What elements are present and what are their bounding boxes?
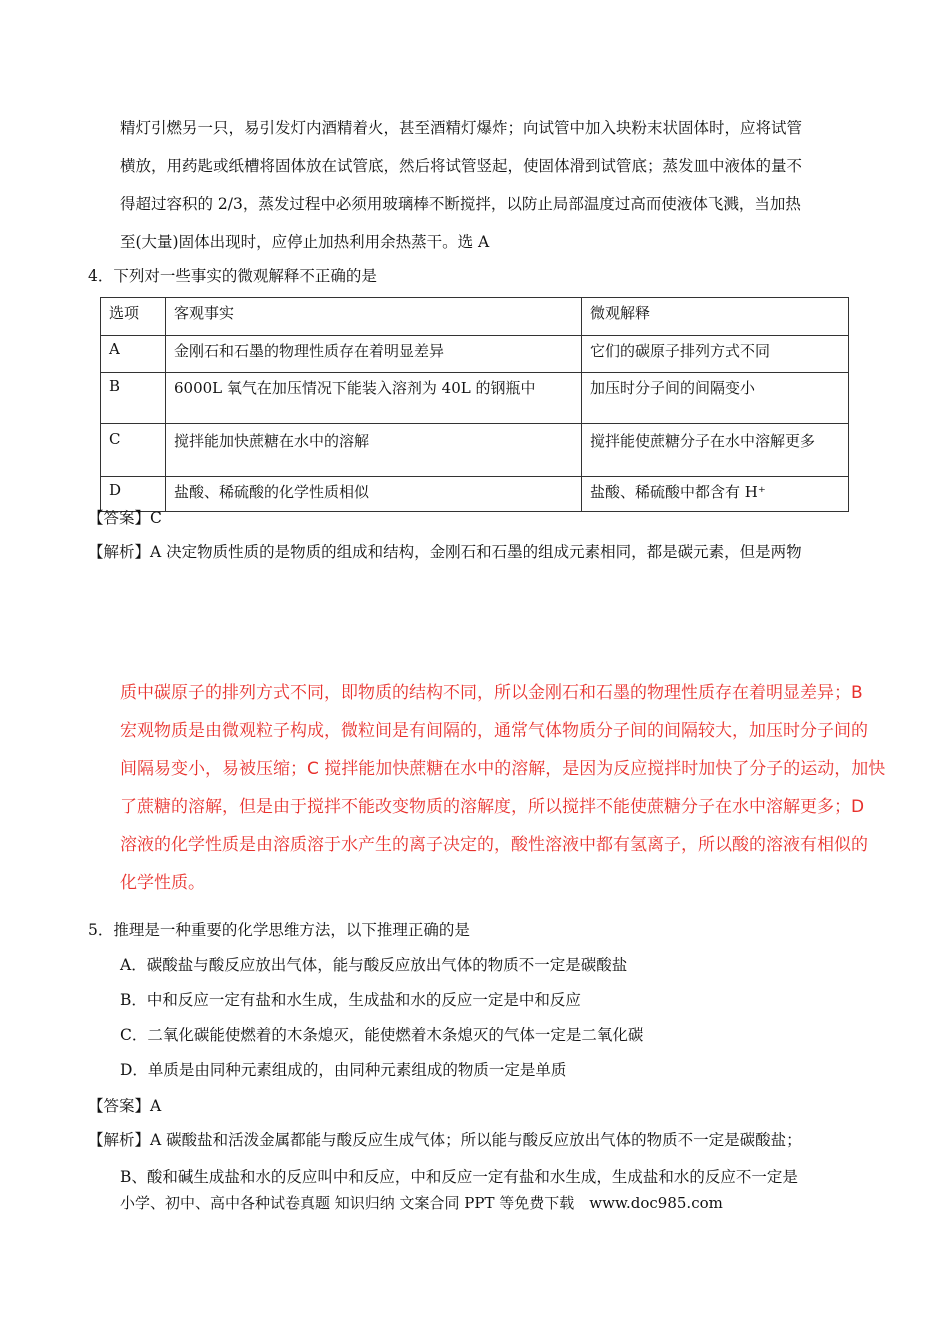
- q4-analysis-red-line: 间隔易变小，易被压缩；C 搅拌能加快蔗糖在水中的溶解，是因为反应搅拌时加快了分子的运动，加快: [120, 759, 886, 779]
- q4-table: [100, 297, 849, 512]
- q5-analysis-line: 【解析】A 碳酸盐和活泼金属都能与酸反应生成气体；所以能与酸反应放出气体的物质不一定是碳酸盐；: [88, 1131, 802, 1149]
- table-header-option: 选项: [101, 298, 166, 336]
- table-cell: 搅拌能加快蔗糖在水中的溶解: [166, 424, 582, 477]
- q5-option-a: A．碳酸盐与酸反应放出气体，能与酸反应放出气体的物质不一定是碳酸盐: [120, 956, 628, 974]
- table-row: [101, 477, 849, 512]
- table-cell: 加压时分子间的间隔变小: [582, 373, 849, 424]
- table-header-explanation: 微观解释: [582, 298, 849, 336]
- table-row: [101, 336, 849, 373]
- table-cell: 盐酸、稀硫酸中都含有 H⁺: [582, 477, 849, 512]
- q4-analysis-red-line: 溶液的化学性质是由溶质溶于水产生的离子决定的，酸性溶液中都有氢离子，所以酸的溶液有相似的: [120, 835, 868, 855]
- table-header-fact: 客观事实: [166, 298, 582, 336]
- q5-option-b: B．中和反应一定有盐和水生成，生成盐和水的反应一定是中和反应: [120, 991, 581, 1009]
- table-cell: 它们的碳原子排列方式不同: [582, 336, 849, 373]
- table-header-row: [101, 298, 849, 336]
- q5-stem: 5．推理是一种重要的化学思维方法，以下推理正确的是: [88, 921, 470, 939]
- q3-analysis-line: 精灯引燃另一只，易引发灯内酒精着火，甚至酒精灯爆炸；向试管中加入块粉末状固体时，应将试管: [120, 119, 803, 137]
- q4-analysis-red-line: 质中碳原子的排列方式不同，即物质的结构不同，所以金刚石和石墨的物理性质存在着明显差异；B: [120, 683, 863, 703]
- q4-answer: 【答案】C: [88, 509, 162, 527]
- table-cell: 金刚石和石墨的物理性质存在着明显差异: [166, 336, 582, 373]
- table-cell: B: [101, 373, 166, 424]
- table-cell: A: [101, 336, 166, 373]
- page-footer: 小学、初中、高中各种试卷真题 知识归纳 文案合同 PPT 等免费下载 www.doc985.com: [120, 1194, 723, 1212]
- q5-answer: 【答案】A: [88, 1097, 162, 1115]
- q4-analysis-red-line: 宏观物质是由微观粒子构成，微粒间是有间隔的，通常气体物质分子间的间隔较大，加压时分子间的: [120, 721, 868, 741]
- table-cell: 盐酸、稀硫酸的化学性质相似: [166, 477, 582, 512]
- q5-option-d: D．单质是由同种元素组成的，由同种元素组成的物质一定是单质: [120, 1061, 567, 1079]
- q5-analysis-line: B、酸和碱生成盐和水的反应叫中和反应，中和反应一定有盐和水生成，生成盐和水的反应不一定是: [120, 1168, 798, 1186]
- table-cell: 6000L 氧气在加压情况下能装入溶剂为 40L 的钢瓶中: [166, 373, 582, 424]
- table-row: [101, 373, 849, 424]
- q5-option-c: C．二氧化碳能使燃着的木条熄灭，能使燃着木条熄灭的气体一定是二氧化碳: [120, 1026, 644, 1044]
- q4-stem: 4．下列对一些事实的微观解释不正确的是: [88, 267, 377, 285]
- q3-analysis-line: 至(大量)固体出现时，应停止加热利用余热蒸干。选 A: [120, 233, 490, 251]
- q4-analysis-red-line: 化学性质。: [120, 873, 205, 893]
- table-row: [101, 424, 849, 477]
- table-cell: D: [101, 477, 166, 512]
- table-cell: 搅拌能使蔗糖分子在水中溶解更多: [582, 424, 849, 477]
- q4-analysis-first: 【解析】A 决定物质性质的是物质的组成和结构，金刚石和石墨的组成元素相同，都是碳元素，但是两物: [88, 543, 802, 561]
- q3-analysis-line: 横放，用药匙或纸槽将固体放在试管底，然后将试管竖起，使固体滑到试管底；蒸发皿中液体的量不: [120, 157, 803, 175]
- q3-analysis-line: 得超过容积的 2/3，蒸发过程中必须用玻璃棒不断搅拌，以防止局部温度过高而使液体飞溅，当加热: [120, 195, 801, 213]
- table-cell: C: [101, 424, 166, 477]
- q4-analysis-red-line: 了蔗糖的溶解，但是由于搅拌不能改变物质的溶解度，所以搅拌不能使蔗糖分子在水中溶解更多；D: [120, 797, 865, 817]
